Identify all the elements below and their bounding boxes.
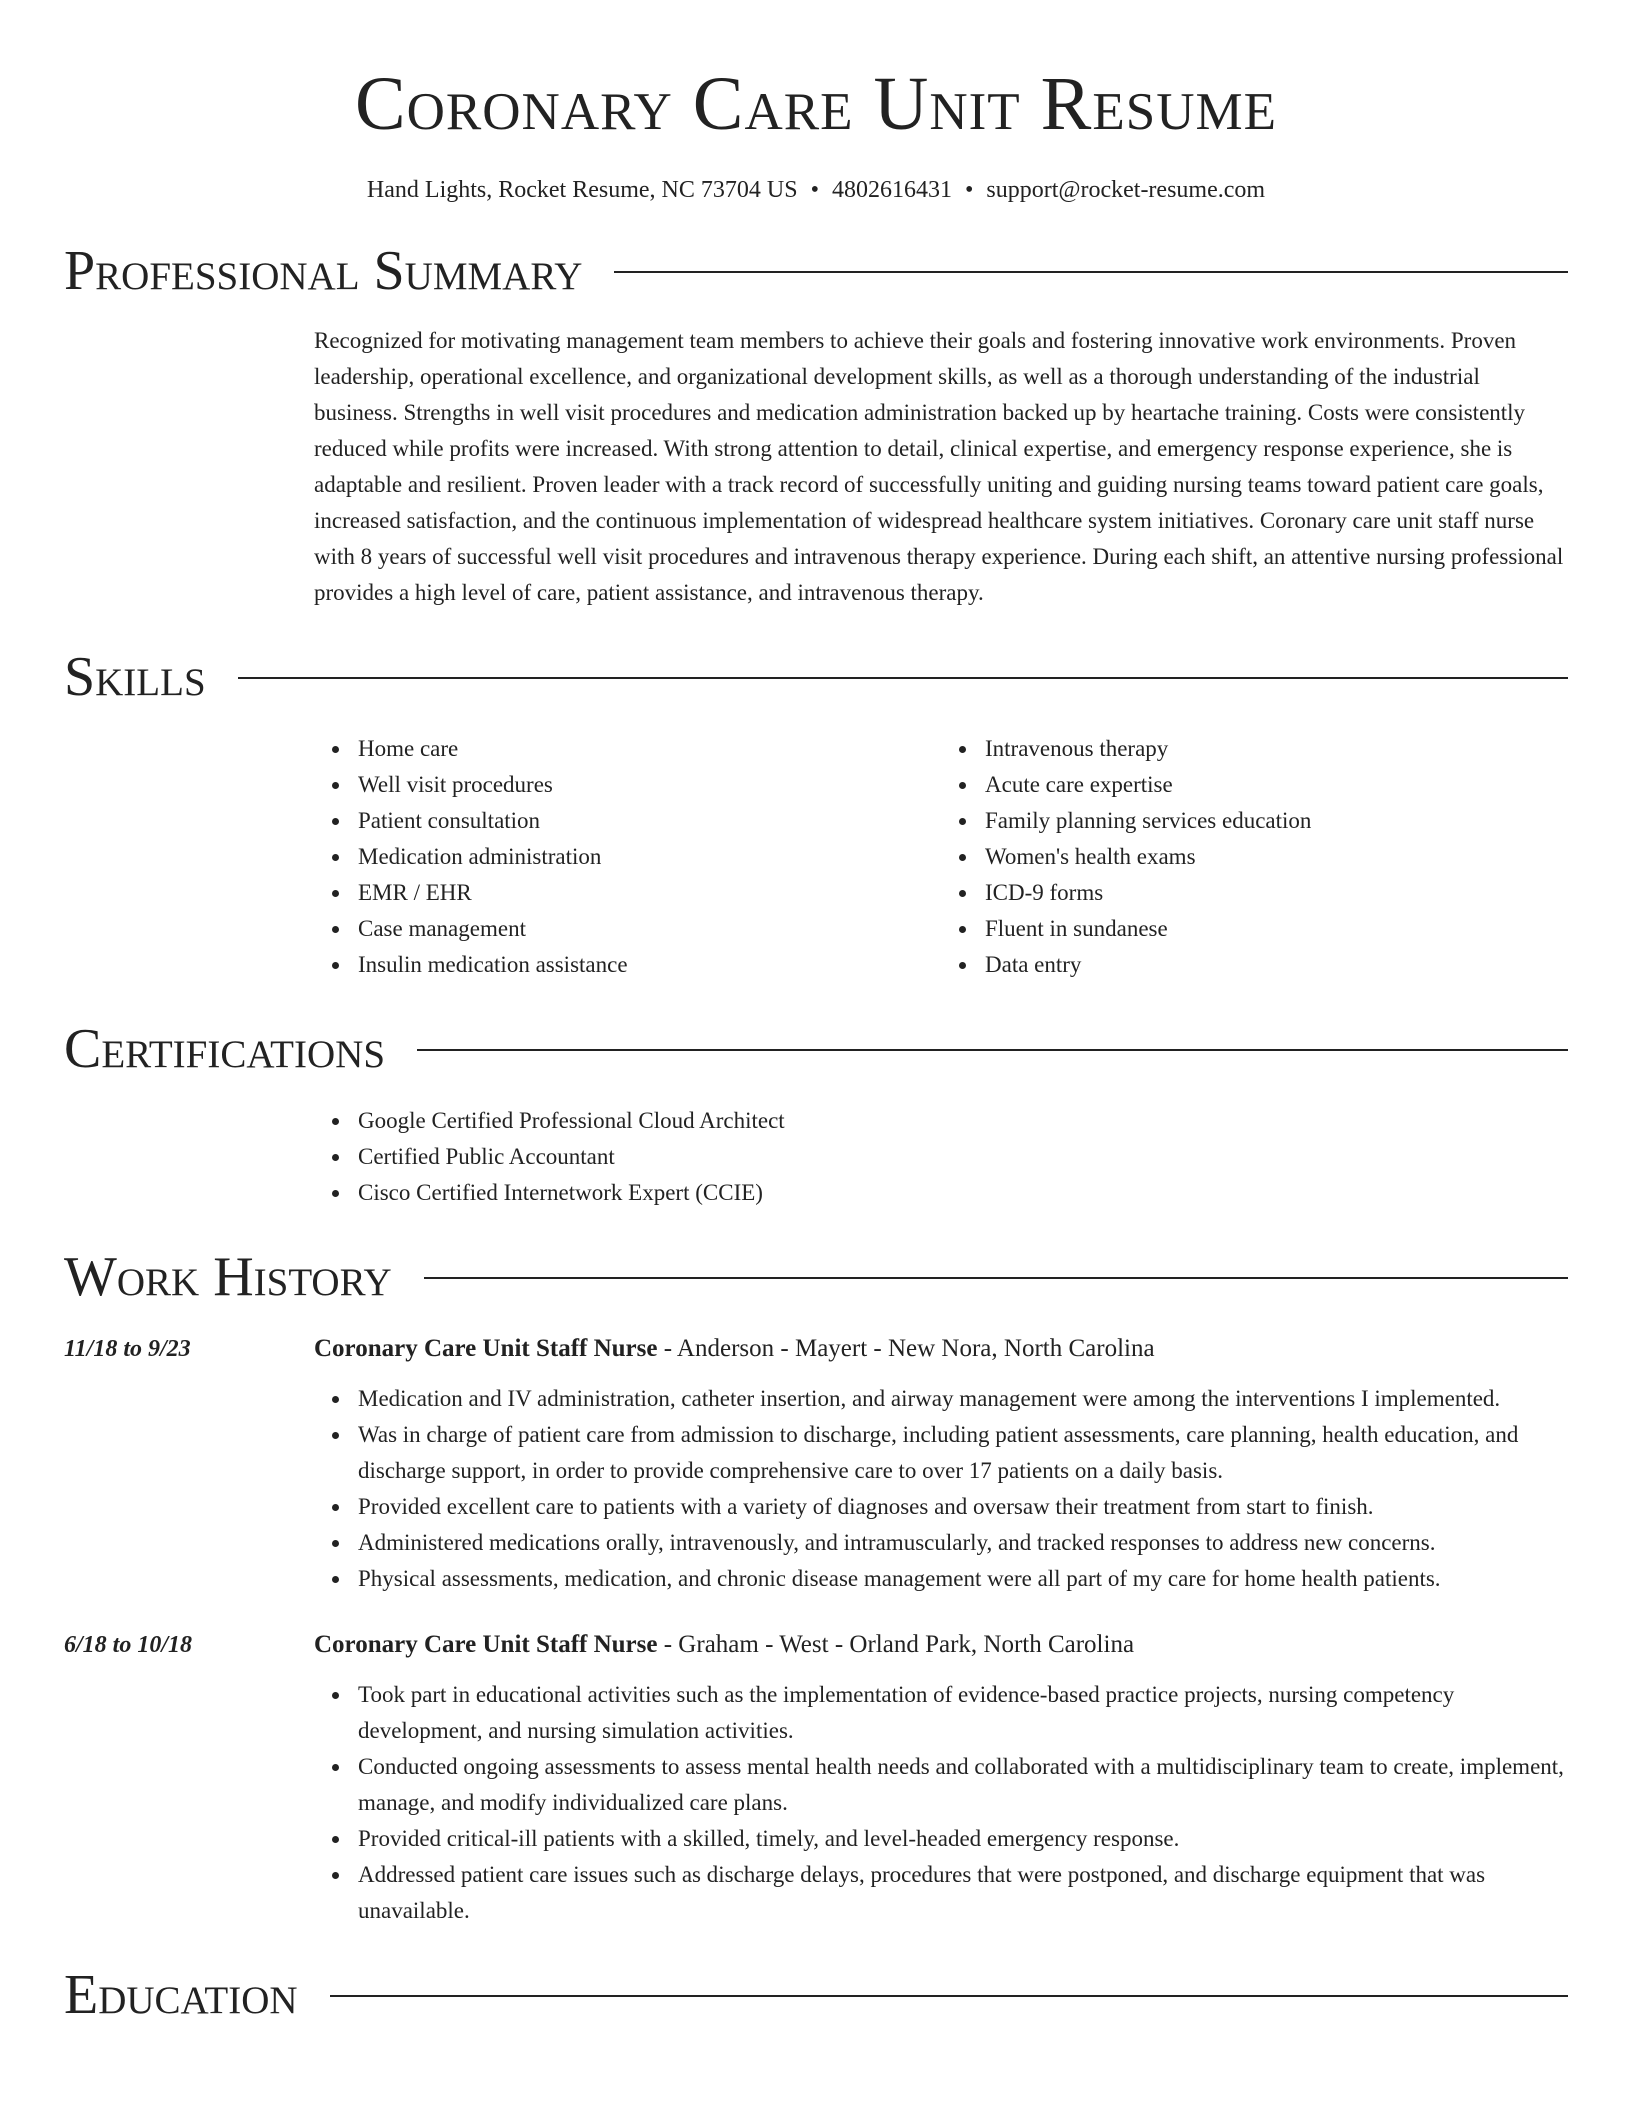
skill-item: Well visit procedures (314, 767, 941, 803)
section-heading: Work History (64, 1245, 392, 1308)
summary-text: Recognized for motivating management team members to achieve their goals and fostering innovative work environments. Proven leadership, operational excellence, and organizational development skills, as well as a thorough understanding of the industrial business. Strengths in well visit procedures and medication administration backed up by heartache training. Costs were consistently reduced while profits were increased. With strong attention to detail, clinical expertise, and emergency response experience, she is adaptable and resilient. Proven leader with a track record of successfully uniting and guiding nursing teams toward patient care goals, increased satisfaction, and the continuous implementation of widespread healthcare system initiatives. Coronary care unit staff nurse with 8 years of successful well visit procedures and intravenous therapy experience. During each shift, an attentive nursing professional provides a high level of care, patient assistance, and intravenous therapy. (314, 327, 1564, 605)
job-employer: - Graham - West - Orland Park, North Carolina (657, 1630, 1135, 1658)
section-work-history (64, 1245, 1568, 1308)
section-divider (417, 1049, 1568, 1051)
skill-item: Home care (314, 731, 941, 767)
skill-item: Women's health exams (941, 839, 1568, 875)
certification-item: Cisco Certified Internetwork Expert (CCIE) (314, 1175, 1568, 1211)
contact-address: Hand Lights, Rocket Resume, NC 73704 US (366, 177, 798, 203)
job-bullet: Medication and IV administration, catheter insertion, and airway management were among the interventions I implemented. (314, 1381, 1568, 1417)
job-title: Coronary Care Unit Staff Nurse (314, 1630, 658, 1658)
skill-item: Data entry (941, 947, 1568, 983)
section-divider (330, 1995, 1568, 1997)
skill-item: ICD-9 forms (941, 875, 1568, 911)
section-divider (614, 271, 1568, 273)
section-heading: Professional Summary (64, 239, 583, 302)
skill-item: Insulin medication assistance (314, 947, 941, 983)
contact-email: support@rocket-resume.com (986, 177, 1266, 203)
job-bullet: Provided critical-ill patients with a skilled, timely, and level-headed emergency response. (314, 1821, 1568, 1857)
certification-item: Google Certified Professional Cloud Architect (314, 1103, 1568, 1139)
resume-title: Coronary Care Unit Resume (354, 62, 1278, 146)
skill-item: Patient consultation (314, 803, 941, 839)
section-heading: Education (64, 1963, 298, 2026)
job-employer: - Anderson - Mayert - New Nora, North Carolina (657, 1334, 1155, 1362)
skill-item: Family planning services education (941, 803, 1568, 839)
certification-list (314, 1103, 1568, 1211)
section-certifications (64, 1017, 1568, 1080)
skill-item: EMR / EHR (314, 875, 941, 911)
section-education (64, 1963, 1568, 2026)
job-bullet: Administered medications orally, intravenously, and intramuscularly, and tracked responses to address new concerns. (314, 1525, 1568, 1561)
contact-line (64, 176, 1568, 205)
skill-item: Case management (314, 911, 941, 947)
section-divider (238, 677, 1568, 679)
job-entry (64, 1331, 1568, 1597)
job-title-line (314, 1331, 1568, 1367)
skill-item: Intravenous therapy (941, 731, 1568, 767)
job-bullet: Was in charge of patient care from admission to discharge, including patient assessments, care planning, health education, and discharge support, in order to provide comprehensive care to over 17 patients on a daily basis. (314, 1417, 1568, 1489)
section-divider (424, 1277, 1568, 1279)
job-bullet: Conducted ongoing assessments to assess mental health needs and collaborated with a multidisciplinary team to create, implement, manage, and modify individualized care plans. (314, 1749, 1568, 1821)
section-professional-summary (64, 239, 1568, 302)
skills-column-right (941, 731, 1568, 983)
job-entry (64, 1627, 1568, 1929)
section-skills (64, 645, 1568, 708)
job-bullets (314, 1381, 1568, 1597)
contact-phone: 4802616431 (831, 177, 952, 203)
skills-grid (314, 731, 1568, 983)
job-bullet: Physical assessments, medication, and chronic disease management were all part of my care for home health patients. (314, 1561, 1568, 1597)
job-bullet: Provided excellent care to patients with a variety of diagnoses and oversaw their treatment from start to finish. (314, 1489, 1568, 1525)
job-title-line (314, 1627, 1568, 1663)
skills-column-left (314, 731, 941, 983)
job-body (314, 1331, 1568, 1597)
contact-separator: • (964, 177, 974, 203)
section-heading: Certifications (64, 1017, 386, 1080)
skill-item: Fluent in sundanese (941, 911, 1568, 947)
job-bullet: Took part in educational activities such as the implementation of evidence-based practice projects, nursing competency development, and nursing simulation activities. (314, 1677, 1568, 1749)
skill-item: Acute care expertise (941, 767, 1568, 803)
job-dates: 6/18 to 10/18 (64, 1631, 193, 1658)
section-heading: Skills (64, 645, 206, 708)
job-title: Coronary Care Unit Staff Nurse (314, 1334, 658, 1362)
certification-item: Certified Public Accountant (314, 1139, 1568, 1175)
contact-separator: • (810, 177, 819, 203)
job-bullets (314, 1677, 1568, 1929)
job-bullet: Addressed patient care issues such as discharge delays, procedures that were postponed, and discharge equipment that was unavailable. (314, 1857, 1568, 1929)
skill-item: Medication administration (314, 839, 941, 875)
job-dates: 11/18 to 9/23 (64, 1335, 191, 1362)
job-body (314, 1627, 1568, 1929)
